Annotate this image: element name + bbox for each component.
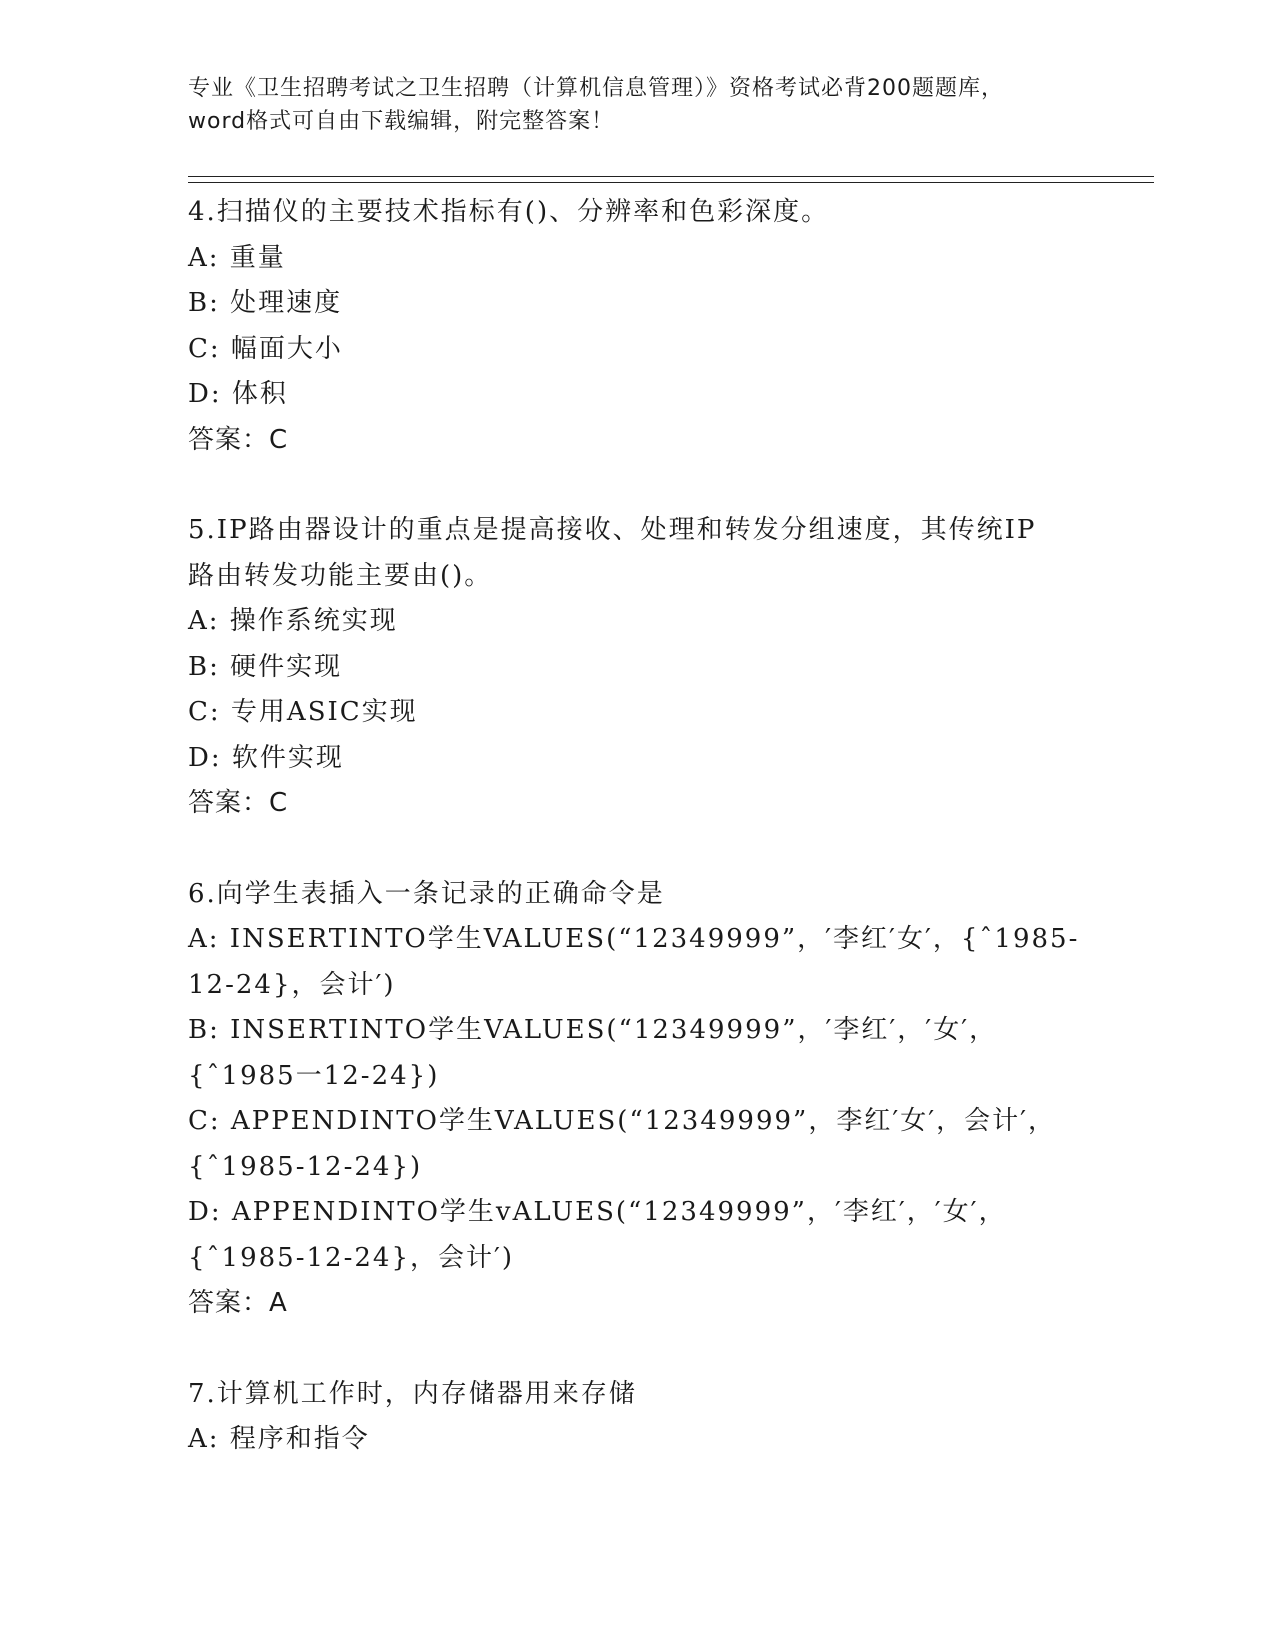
answer-key: 答案：A <box>188 1288 288 1318</box>
answer-option: C: APPENDINTO学生VALUES(“12349999”，李红′女′，会计′， <box>188 1106 1057 1136</box>
question-block <box>188 190 1088 463</box>
question-block <box>188 508 1088 827</box>
question-stem: 路由转发功能主要由()。 <box>188 560 493 591</box>
answer-option: A: 程序和指令 <box>188 1424 370 1454</box>
header-line-1: 专业《卫生招聘考试之卫生招聘（计算机信息管理）》资格考试必背200题题库， <box>188 76 1004 101</box>
question-stem: 4.扫描仪的主要技术指标有()、分辨率和色彩深度。 <box>188 197 830 227</box>
answer-option: 12-24}，会计′) <box>188 969 396 1000</box>
answer-option: A: INSERTINTO学生VALUES(“12349999”，′李红′女′，{ˆ1985- <box>188 924 1080 954</box>
header-divider-bottom <box>188 182 1154 183</box>
answer-option: C: 专用ASIC实现 <box>188 697 418 727</box>
answer-option: B: 硬件实现 <box>188 651 343 682</box>
answer-option: C: 幅面大小 <box>188 333 343 364</box>
header-divider-top <box>188 176 1154 177</box>
answer-option: D: 体积 <box>188 379 288 409</box>
question-list <box>188 190 1088 1508</box>
header-line-2: word格式可自由下载编辑，附完整答案！ <box>188 109 615 134</box>
question-stem: 7.计算机工作时，内存储器用来存储 <box>188 1378 637 1409</box>
answer-option: B: 处理速度 <box>188 288 343 318</box>
answer-option: D: 软件实现 <box>188 742 344 773</box>
question-block <box>188 872 1088 1327</box>
document-header <box>188 72 1088 138</box>
question-stem: 6.向学生表插入一条记录的正确命令是 <box>188 878 665 909</box>
question-block <box>188 1372 1088 1463</box>
answer-option: D: APPENDINTO学生vALUES(“12349999”，′李红′，′女′， <box>188 1197 1007 1227</box>
answer-option: {ˆ1985-12-24}) <box>188 1151 423 1182</box>
answer-option: A: 操作系统实现 <box>188 606 398 636</box>
answer-key: 答案：C <box>188 424 289 455</box>
answer-option: {ˆ1985一12-24}) <box>188 1060 440 1091</box>
answer-option: {ˆ1985-12-24}，会计′) <box>188 1242 515 1273</box>
answer-key: 答案：C <box>188 788 289 818</box>
answer-option: A: 重量 <box>188 242 286 273</box>
question-stem: 5.IP路由器设计的重点是提高接收、处理和转发分组速度，其传统IP <box>188 515 1037 545</box>
answer-option: B: INSERTINTO学生VALUES(“12349999”，′李红′，′女′， <box>188 1015 998 1045</box>
